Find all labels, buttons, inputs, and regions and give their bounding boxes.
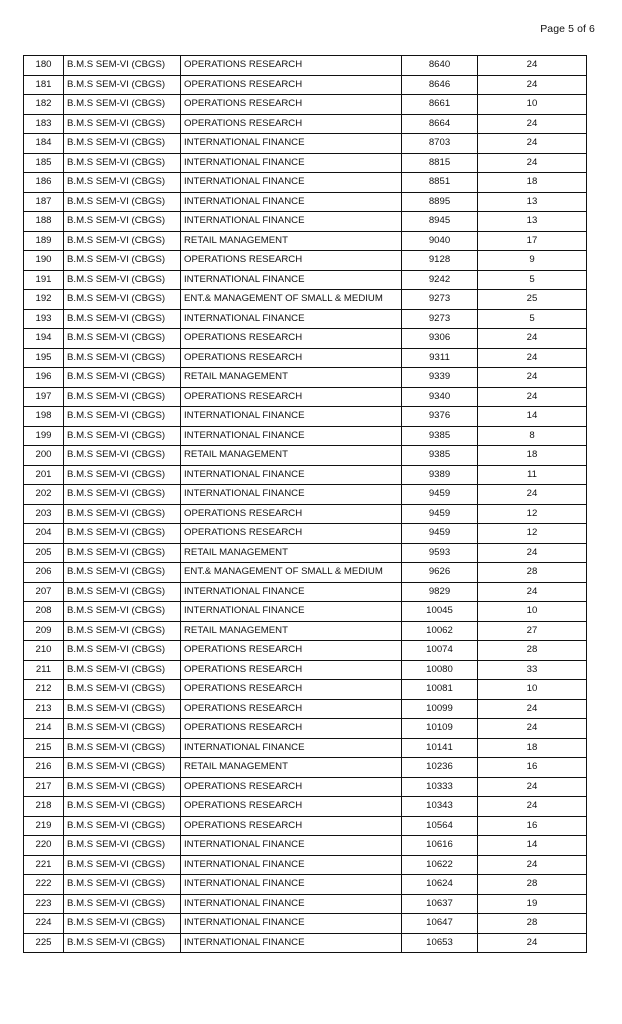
seat-number-cell: 9339 <box>402 368 478 388</box>
marks-cell: 24 <box>478 699 587 719</box>
subject-cell: OPERATIONS RESEARCH <box>181 641 402 661</box>
seat-number-cell: 9040 <box>402 231 478 251</box>
table-row <box>24 719 587 739</box>
serial-number-cell: 213 <box>24 699 64 719</box>
serial-number-cell: 200 <box>24 446 64 466</box>
table-row <box>24 192 587 212</box>
seat-number-cell: 10141 <box>402 738 478 758</box>
seat-number-cell: 9593 <box>402 543 478 563</box>
marks-cell: 28 <box>478 914 587 934</box>
marks-cell: 5 <box>478 270 587 290</box>
serial-number-cell: 210 <box>24 641 64 661</box>
table-row <box>24 914 587 934</box>
course-cell: B.M.S SEM-VI (CBGS) <box>64 309 181 329</box>
course-cell: B.M.S SEM-VI (CBGS) <box>64 816 181 836</box>
subject-cell: OPERATIONS RESEARCH <box>181 699 402 719</box>
table-row <box>24 504 587 524</box>
table-row <box>24 524 587 544</box>
seat-number-cell: 10647 <box>402 914 478 934</box>
marks-cell: 24 <box>478 582 587 602</box>
table-row <box>24 387 587 407</box>
course-cell: B.M.S SEM-VI (CBGS) <box>64 777 181 797</box>
course-cell: B.M.S SEM-VI (CBGS) <box>64 855 181 875</box>
subject-cell: INTERNATIONAL FINANCE <box>181 855 402 875</box>
serial-number-cell: 184 <box>24 134 64 154</box>
course-cell: B.M.S SEM-VI (CBGS) <box>64 582 181 602</box>
marks-cell: 27 <box>478 621 587 641</box>
marks-cell: 24 <box>478 134 587 154</box>
subject-cell: RETAIL MANAGEMENT <box>181 368 402 388</box>
subject-cell: INTERNATIONAL FINANCE <box>181 153 402 173</box>
marks-cell: 24 <box>478 329 587 349</box>
table-row <box>24 699 587 719</box>
table-row <box>24 368 587 388</box>
marks-cell: 17 <box>478 231 587 251</box>
marks-cell: 28 <box>478 875 587 895</box>
table-row <box>24 134 587 154</box>
table-row <box>24 56 587 76</box>
course-cell: B.M.S SEM-VI (CBGS) <box>64 875 181 895</box>
serial-number-cell: 220 <box>24 836 64 856</box>
course-cell: B.M.S SEM-VI (CBGS) <box>64 212 181 232</box>
subject-cell: ENT.& MANAGEMENT OF SMALL & MEDIUM <box>181 563 402 583</box>
marks-cell: 24 <box>478 387 587 407</box>
subject-cell: INTERNATIONAL FINANCE <box>181 134 402 154</box>
marks-cell: 16 <box>478 758 587 778</box>
table-row <box>24 446 587 466</box>
subject-cell: RETAIL MANAGEMENT <box>181 543 402 563</box>
seat-number-cell: 9459 <box>402 485 478 505</box>
table-row <box>24 485 587 505</box>
subject-cell: INTERNATIONAL FINANCE <box>181 894 402 914</box>
serial-number-cell: 197 <box>24 387 64 407</box>
marks-cell: 13 <box>478 212 587 232</box>
marks-cell: 14 <box>478 836 587 856</box>
course-cell: B.M.S SEM-VI (CBGS) <box>64 192 181 212</box>
table-row <box>24 816 587 836</box>
serial-number-cell: 223 <box>24 894 64 914</box>
serial-number-cell: 181 <box>24 75 64 95</box>
table-row <box>24 563 587 583</box>
marks-cell: 19 <box>478 894 587 914</box>
subject-cell: OPERATIONS RESEARCH <box>181 816 402 836</box>
course-cell: B.M.S SEM-VI (CBGS) <box>64 797 181 817</box>
subject-cell: OPERATIONS RESEARCH <box>181 387 402 407</box>
subject-cell: INTERNATIONAL FINANCE <box>181 270 402 290</box>
seat-number-cell: 10564 <box>402 816 478 836</box>
course-cell: B.M.S SEM-VI (CBGS) <box>64 660 181 680</box>
marks-cell: 24 <box>478 855 587 875</box>
serial-number-cell: 216 <box>24 758 64 778</box>
serial-number-cell: 188 <box>24 212 64 232</box>
results-table-body <box>24 56 587 953</box>
table-row <box>24 855 587 875</box>
serial-number-cell: 203 <box>24 504 64 524</box>
table-row <box>24 309 587 329</box>
table-row <box>24 836 587 856</box>
seat-number-cell: 9273 <box>402 309 478 329</box>
subject-cell: OPERATIONS RESEARCH <box>181 660 402 680</box>
table-row <box>24 738 587 758</box>
course-cell: B.M.S SEM-VI (CBGS) <box>64 153 181 173</box>
table-row <box>24 251 587 271</box>
table-row <box>24 582 587 602</box>
subject-cell: INTERNATIONAL FINANCE <box>181 173 402 193</box>
subject-cell: INTERNATIONAL FINANCE <box>181 602 402 622</box>
subject-cell: OPERATIONS RESEARCH <box>181 524 402 544</box>
course-cell: B.M.S SEM-VI (CBGS) <box>64 758 181 778</box>
table-row <box>24 114 587 134</box>
marks-cell: 10 <box>478 680 587 700</box>
seat-number-cell: 10653 <box>402 933 478 953</box>
serial-number-cell: 224 <box>24 914 64 934</box>
subject-cell: INTERNATIONAL FINANCE <box>181 933 402 953</box>
subject-cell: INTERNATIONAL FINANCE <box>181 485 402 505</box>
subject-cell: OPERATIONS RESEARCH <box>181 95 402 115</box>
marks-cell: 12 <box>478 504 587 524</box>
subject-cell: INTERNATIONAL FINANCE <box>181 465 402 485</box>
serial-number-cell: 219 <box>24 816 64 836</box>
subject-cell: RETAIL MANAGEMENT <box>181 231 402 251</box>
seat-number-cell: 10236 <box>402 758 478 778</box>
marks-cell: 9 <box>478 251 587 271</box>
course-cell: B.M.S SEM-VI (CBGS) <box>64 270 181 290</box>
table-row <box>24 270 587 290</box>
seat-number-cell: 8703 <box>402 134 478 154</box>
serial-number-cell: 190 <box>24 251 64 271</box>
table-row <box>24 602 587 622</box>
seat-number-cell: 10081 <box>402 680 478 700</box>
subject-cell: OPERATIONS RESEARCH <box>181 114 402 134</box>
marks-cell: 10 <box>478 95 587 115</box>
seat-number-cell: 9340 <box>402 387 478 407</box>
seat-number-cell: 8851 <box>402 173 478 193</box>
serial-number-cell: 201 <box>24 465 64 485</box>
course-cell: B.M.S SEM-VI (CBGS) <box>64 426 181 446</box>
subject-cell: RETAIL MANAGEMENT <box>181 758 402 778</box>
course-cell: B.M.S SEM-VI (CBGS) <box>64 563 181 583</box>
subject-cell: OPERATIONS RESEARCH <box>181 329 402 349</box>
seat-number-cell: 9459 <box>402 504 478 524</box>
seat-number-cell: 9389 <box>402 465 478 485</box>
subject-cell: OPERATIONS RESEARCH <box>181 777 402 797</box>
serial-number-cell: 212 <box>24 680 64 700</box>
subject-cell: RETAIL MANAGEMENT <box>181 446 402 466</box>
marks-cell: 24 <box>478 777 587 797</box>
marks-cell: 16 <box>478 816 587 836</box>
course-cell: B.M.S SEM-VI (CBGS) <box>64 407 181 427</box>
course-cell: B.M.S SEM-VI (CBGS) <box>64 173 181 193</box>
course-cell: B.M.S SEM-VI (CBGS) <box>64 738 181 758</box>
marks-cell: 24 <box>478 797 587 817</box>
course-cell: B.M.S SEM-VI (CBGS) <box>64 699 181 719</box>
seat-number-cell: 8661 <box>402 95 478 115</box>
serial-number-cell: 192 <box>24 290 64 310</box>
marks-cell: 18 <box>478 446 587 466</box>
marks-cell: 24 <box>478 719 587 739</box>
course-cell: B.M.S SEM-VI (CBGS) <box>64 56 181 76</box>
course-cell: B.M.S SEM-VI (CBGS) <box>64 543 181 563</box>
seat-number-cell: 9385 <box>402 446 478 466</box>
seat-number-cell: 10637 <box>402 894 478 914</box>
subject-cell: OPERATIONS RESEARCH <box>181 680 402 700</box>
seat-number-cell: 9311 <box>402 348 478 368</box>
serial-number-cell: 191 <box>24 270 64 290</box>
table-row <box>24 426 587 446</box>
serial-number-cell: 214 <box>24 719 64 739</box>
results-table <box>23 55 587 953</box>
marks-cell: 5 <box>478 309 587 329</box>
course-cell: B.M.S SEM-VI (CBGS) <box>64 465 181 485</box>
seat-number-cell: 10622 <box>402 855 478 875</box>
subject-cell: OPERATIONS RESEARCH <box>181 797 402 817</box>
subject-cell: OPERATIONS RESEARCH <box>181 504 402 524</box>
seat-number-cell: 8895 <box>402 192 478 212</box>
seat-number-cell: 8945 <box>402 212 478 232</box>
serial-number-cell: 195 <box>24 348 64 368</box>
course-cell: B.M.S SEM-VI (CBGS) <box>64 446 181 466</box>
seat-number-cell: 8640 <box>402 56 478 76</box>
subject-cell: OPERATIONS RESEARCH <box>181 719 402 739</box>
serial-number-cell: 194 <box>24 329 64 349</box>
marks-cell: 24 <box>478 153 587 173</box>
course-cell: B.M.S SEM-VI (CBGS) <box>64 368 181 388</box>
seat-number-cell: 9459 <box>402 524 478 544</box>
serial-number-cell: 222 <box>24 875 64 895</box>
table-row <box>24 212 587 232</box>
subject-cell: INTERNATIONAL FINANCE <box>181 875 402 895</box>
subject-cell: ENT.& MANAGEMENT OF SMALL & MEDIUM <box>181 290 402 310</box>
course-cell: B.M.S SEM-VI (CBGS) <box>64 719 181 739</box>
table-row <box>24 894 587 914</box>
course-cell: B.M.S SEM-VI (CBGS) <box>64 485 181 505</box>
table-row <box>24 465 587 485</box>
seat-number-cell: 9273 <box>402 290 478 310</box>
course-cell: B.M.S SEM-VI (CBGS) <box>64 894 181 914</box>
seat-number-cell: 10062 <box>402 621 478 641</box>
seat-number-cell: 10099 <box>402 699 478 719</box>
marks-cell: 12 <box>478 524 587 544</box>
table-row <box>24 641 587 661</box>
table-row <box>24 407 587 427</box>
marks-cell: 24 <box>478 368 587 388</box>
subject-cell: INTERNATIONAL FINANCE <box>181 914 402 934</box>
serial-number-cell: 193 <box>24 309 64 329</box>
marks-cell: 33 <box>478 660 587 680</box>
table-row <box>24 75 587 95</box>
course-cell: B.M.S SEM-VI (CBGS) <box>64 134 181 154</box>
serial-number-cell: 209 <box>24 621 64 641</box>
table-row <box>24 758 587 778</box>
seat-number-cell: 10616 <box>402 836 478 856</box>
subject-cell: RETAIL MANAGEMENT <box>181 621 402 641</box>
course-cell: B.M.S SEM-VI (CBGS) <box>64 290 181 310</box>
seat-number-cell: 10109 <box>402 719 478 739</box>
table-row <box>24 173 587 193</box>
course-cell: B.M.S SEM-VI (CBGS) <box>64 641 181 661</box>
seat-number-cell: 9242 <box>402 270 478 290</box>
marks-cell: 11 <box>478 465 587 485</box>
marks-cell: 14 <box>478 407 587 427</box>
subject-cell: INTERNATIONAL FINANCE <box>181 309 402 329</box>
seat-number-cell: 9376 <box>402 407 478 427</box>
seat-number-cell: 10624 <box>402 875 478 895</box>
course-cell: B.M.S SEM-VI (CBGS) <box>64 329 181 349</box>
serial-number-cell: 189 <box>24 231 64 251</box>
course-cell: B.M.S SEM-VI (CBGS) <box>64 680 181 700</box>
course-cell: B.M.S SEM-VI (CBGS) <box>64 504 181 524</box>
marks-cell: 28 <box>478 641 587 661</box>
seat-number-cell: 10080 <box>402 660 478 680</box>
serial-number-cell: 221 <box>24 855 64 875</box>
serial-number-cell: 196 <box>24 368 64 388</box>
marks-cell: 24 <box>478 348 587 368</box>
marks-cell: 10 <box>478 602 587 622</box>
serial-number-cell: 185 <box>24 153 64 173</box>
course-cell: B.M.S SEM-VI (CBGS) <box>64 914 181 934</box>
course-cell: B.M.S SEM-VI (CBGS) <box>64 114 181 134</box>
subject-cell: INTERNATIONAL FINANCE <box>181 582 402 602</box>
table-row <box>24 95 587 115</box>
marks-cell: 24 <box>478 933 587 953</box>
subject-cell: OPERATIONS RESEARCH <box>181 75 402 95</box>
table-row <box>24 875 587 895</box>
serial-number-cell: 198 <box>24 407 64 427</box>
subject-cell: INTERNATIONAL FINANCE <box>181 407 402 427</box>
serial-number-cell: 218 <box>24 797 64 817</box>
serial-number-cell: 204 <box>24 524 64 544</box>
course-cell: B.M.S SEM-VI (CBGS) <box>64 602 181 622</box>
course-cell: B.M.S SEM-VI (CBGS) <box>64 524 181 544</box>
course-cell: B.M.S SEM-VI (CBGS) <box>64 387 181 407</box>
marks-cell: 24 <box>478 543 587 563</box>
seat-number-cell: 9829 <box>402 582 478 602</box>
marks-cell: 8 <box>478 426 587 446</box>
course-cell: B.M.S SEM-VI (CBGS) <box>64 231 181 251</box>
serial-number-cell: 207 <box>24 582 64 602</box>
page-number: Page 5 of 6 <box>540 23 595 35</box>
marks-cell: 25 <box>478 290 587 310</box>
table-row <box>24 660 587 680</box>
serial-number-cell: 215 <box>24 738 64 758</box>
marks-cell: 24 <box>478 56 587 76</box>
subject-cell: INTERNATIONAL FINANCE <box>181 212 402 232</box>
course-cell: B.M.S SEM-VI (CBGS) <box>64 621 181 641</box>
seat-number-cell: 9306 <box>402 329 478 349</box>
marks-cell: 24 <box>478 485 587 505</box>
seat-number-cell: 8815 <box>402 153 478 173</box>
marks-cell: 18 <box>478 173 587 193</box>
subject-cell: OPERATIONS RESEARCH <box>181 348 402 368</box>
table-row <box>24 797 587 817</box>
seat-number-cell: 10045 <box>402 602 478 622</box>
marks-cell: 24 <box>478 75 587 95</box>
table-row <box>24 680 587 700</box>
seat-number-cell: 8646 <box>402 75 478 95</box>
seat-number-cell: 10343 <box>402 797 478 817</box>
table-row <box>24 348 587 368</box>
seat-number-cell: 9128 <box>402 251 478 271</box>
serial-number-cell: 186 <box>24 173 64 193</box>
serial-number-cell: 211 <box>24 660 64 680</box>
serial-number-cell: 202 <box>24 485 64 505</box>
subject-cell: INTERNATIONAL FINANCE <box>181 426 402 446</box>
marks-cell: 24 <box>478 114 587 134</box>
seat-number-cell: 10333 <box>402 777 478 797</box>
table-row <box>24 231 587 251</box>
table-row <box>24 621 587 641</box>
marks-cell: 28 <box>478 563 587 583</box>
marks-cell: 13 <box>478 192 587 212</box>
table-row <box>24 153 587 173</box>
serial-number-cell: 208 <box>24 602 64 622</box>
serial-number-cell: 187 <box>24 192 64 212</box>
serial-number-cell: 205 <box>24 543 64 563</box>
serial-number-cell: 183 <box>24 114 64 134</box>
course-cell: B.M.S SEM-VI (CBGS) <box>64 933 181 953</box>
serial-number-cell: 206 <box>24 563 64 583</box>
course-cell: B.M.S SEM-VI (CBGS) <box>64 95 181 115</box>
subject-cell: INTERNATIONAL FINANCE <box>181 836 402 856</box>
marks-cell: 18 <box>478 738 587 758</box>
table-row <box>24 933 587 953</box>
seat-number-cell: 8664 <box>402 114 478 134</box>
serial-number-cell: 182 <box>24 95 64 115</box>
course-cell: B.M.S SEM-VI (CBGS) <box>64 75 181 95</box>
serial-number-cell: 225 <box>24 933 64 953</box>
course-cell: B.M.S SEM-VI (CBGS) <box>64 836 181 856</box>
seat-number-cell: 9626 <box>402 563 478 583</box>
subject-cell: OPERATIONS RESEARCH <box>181 56 402 76</box>
seat-number-cell: 9385 <box>402 426 478 446</box>
table-row <box>24 777 587 797</box>
table-row <box>24 329 587 349</box>
serial-number-cell: 217 <box>24 777 64 797</box>
seat-number-cell: 10074 <box>402 641 478 661</box>
course-cell: B.M.S SEM-VI (CBGS) <box>64 251 181 271</box>
table-row <box>24 543 587 563</box>
subject-cell: OPERATIONS RESEARCH <box>181 251 402 271</box>
serial-number-cell: 180 <box>24 56 64 76</box>
subject-cell: INTERNATIONAL FINANCE <box>181 738 402 758</box>
subject-cell: INTERNATIONAL FINANCE <box>181 192 402 212</box>
course-cell: B.M.S SEM-VI (CBGS) <box>64 348 181 368</box>
table-row <box>24 290 587 310</box>
serial-number-cell: 199 <box>24 426 64 446</box>
